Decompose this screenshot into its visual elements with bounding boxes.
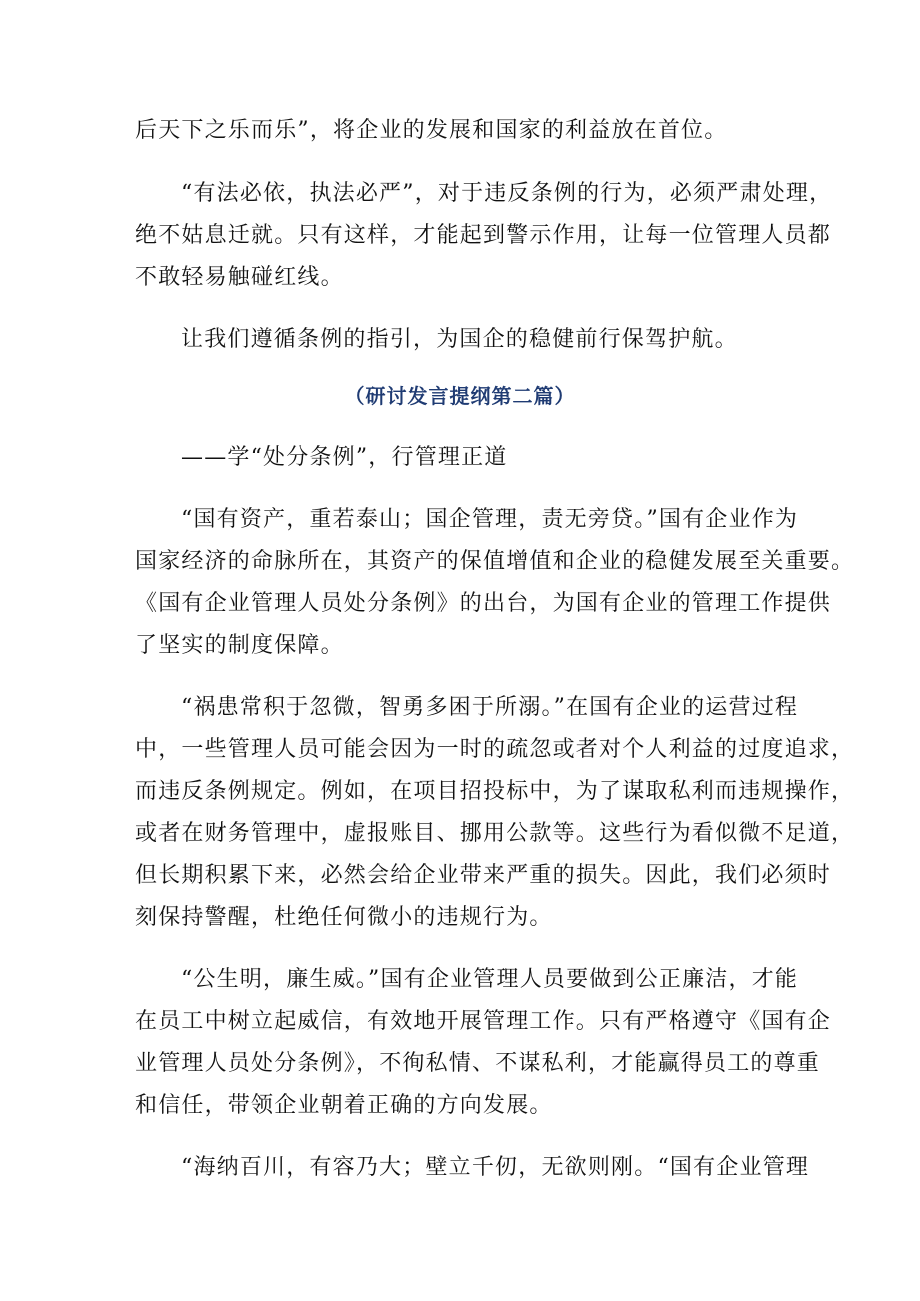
paragraph-line: 刻保持警醒，杜绝任何微小的违规行为。 xyxy=(135,905,553,930)
paragraph-line: 或者在财务管理中，虚报账目、挪用公款等。这些行为看似微不足道， xyxy=(135,821,855,846)
paragraph-line: 国家经济的命脉所在，其资产的保值增值和企业的稳健发展至关重要。 xyxy=(135,549,855,574)
paragraph-line: “公生明，廉生威。”国有企业管理人员要做到公正廉洁，才能 xyxy=(181,967,799,992)
paragraph-line: 中，一些管理人员可能会因为一时的疏忽或者对个人利益的过度追求， xyxy=(135,737,855,762)
paragraph-line: 在员工中树立起威信，有效地开展管理工作。只有严格遵守《国有企 xyxy=(135,1009,832,1034)
paragraph-line: 业管理人员处分条例》，不徇私情、不谋私利，才能赢得员工的尊重 xyxy=(135,1051,821,1076)
paragraph-line: 让我们遵循条例的指引，为国企的稳健前行保驾护航。 xyxy=(181,327,738,352)
section-heading: （研讨发言提纲第二篇） xyxy=(344,384,576,408)
paragraph-line: 《国有企业管理人员处分条例》的出台，为国有企业的管理工作提供 xyxy=(135,591,832,616)
paragraph-line: “国有资产，重若泰山；国企管理，责无旁贷。”国有企业作为 xyxy=(181,507,799,532)
paragraph-line: 但长期积累下来，必然会给企业带来严重的损失。因此，我们必须时 xyxy=(135,863,832,888)
paragraph-line: 后天下之乐而乐”，将企业的发展和国家的利益放在首位。 xyxy=(135,118,728,143)
paragraph-line: 了坚实的制度保障。 xyxy=(135,633,344,658)
paragraph-line: 不敢轻易触碰红线。 xyxy=(135,265,344,290)
paragraph-line: 绝不姑息迁就。只有这样，才能起到警示作用，让每一位管理人员都 xyxy=(135,223,832,248)
paragraph-line: “有法必依，执法必严”，对于违反条例的行为，必须严肃处理， xyxy=(181,181,833,206)
paragraph-line: 而违反条例规定。例如，在项目招投标中，为了谋取私利而违规操作， xyxy=(135,779,855,804)
paragraph-line: 和信任，带领企业朝着正确的方向发展。 xyxy=(135,1093,553,1118)
paragraph-line: “祸患常积于忽微，智勇多困于所溺。”在国有企业的运营过程 xyxy=(181,695,799,720)
section-subtitle: ——学“处分条例”，行管理正道 xyxy=(181,445,508,470)
paragraph-line: “海纳百川，有容乃大；壁立千仞，无欲则刚。“国有企业管理 xyxy=(181,1155,810,1180)
